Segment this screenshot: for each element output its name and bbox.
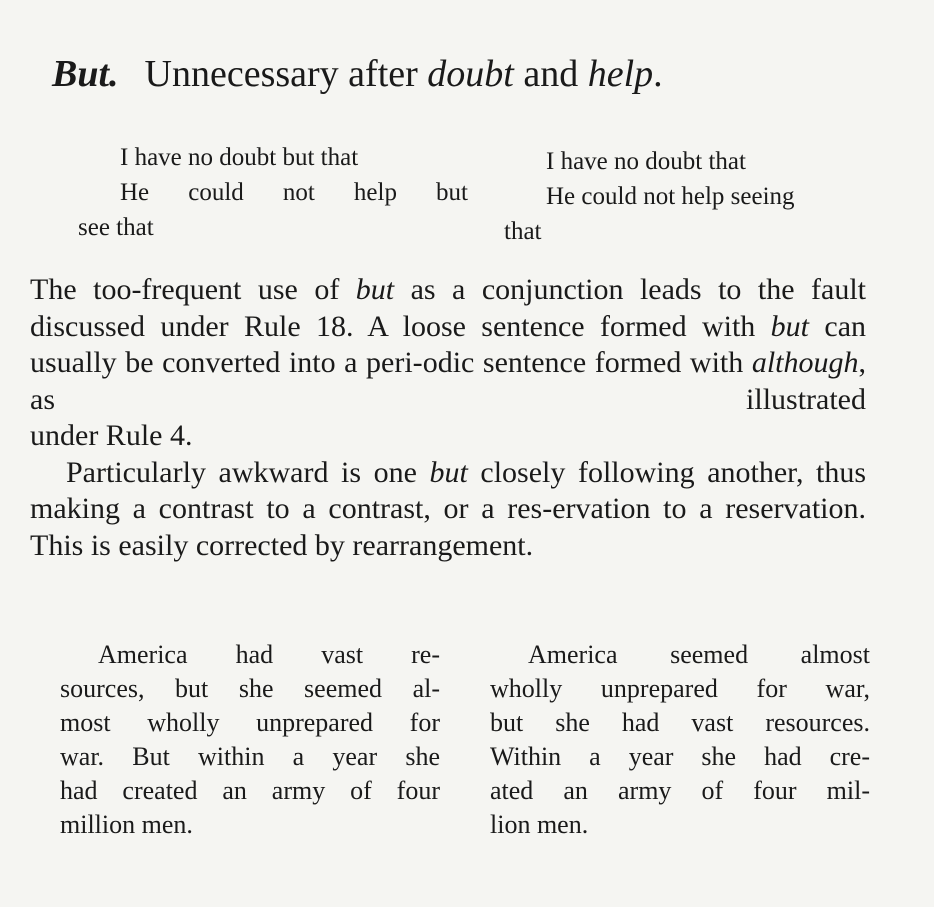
- example-line: America seemed almost: [528, 640, 870, 669]
- example-line: million men.: [60, 810, 193, 839]
- heading-title-start: Unnecessary after: [144, 53, 428, 95]
- example-line: I have no doubt but that: [120, 144, 359, 171]
- text-span: odic sentence formed with: [422, 346, 752, 379]
- text-span: can usually be converted into a peri-: [30, 309, 867, 379]
- text-span: ervation to a reservation. This is easily corrected by: [30, 492, 866, 562]
- heading-title-mid: and: [513, 53, 588, 95]
- heading-word-doubt: doubt: [427, 53, 514, 95]
- example-bottom-left: [60, 638, 440, 842]
- example-line: America had vast re-: [98, 640, 440, 669]
- text-span: as a conjunction leads to: [394, 273, 742, 306]
- text-span: The too-frequent use of: [30, 273, 356, 306]
- heading-word-help: help: [587, 53, 654, 95]
- example-line: wholly unprepared for war,: [490, 674, 870, 703]
- example-line: lion men.: [490, 810, 589, 839]
- example-top-right: [504, 144, 894, 249]
- heading-title-end: .: [653, 53, 663, 95]
- example-line: that: [504, 218, 542, 245]
- text-span: , as illustrated: [30, 346, 866, 416]
- text-span: the fault discussed under Rule 18. A loose sentence: [30, 273, 866, 343]
- text-span: another, thus making a contrast to a contrast, or a res-: [30, 455, 867, 525]
- example-bottom-right: [490, 638, 870, 842]
- example-line: had created an army of four: [60, 776, 440, 805]
- body-text: [30, 272, 866, 564]
- example-line: ated an army of four mil-: [490, 776, 870, 805]
- section-heading: [52, 46, 663, 102]
- italic-word: although: [751, 346, 859, 379]
- paragraph-1: [30, 272, 866, 418]
- example-line: see that: [78, 214, 154, 241]
- paragraph-1-end: [30, 418, 866, 455]
- text-span: Particularly awkward is one: [66, 455, 430, 489]
- example-line: but she had vast resources.: [490, 708, 870, 737]
- example-line: war. But within a year she: [60, 742, 440, 771]
- italic-word: but: [770, 309, 810, 343]
- italic-word: but: [429, 455, 468, 489]
- text-span: closely following: [467, 455, 695, 489]
- example-line: sources, but she seemed al-: [60, 674, 440, 703]
- heading-lead: But.: [52, 53, 119, 95]
- paragraph-2: [30, 455, 866, 565]
- example-line: He could not help seeing: [546, 183, 795, 210]
- text-span: under Rule 4.: [30, 419, 193, 452]
- example-line: He could not help but: [120, 179, 468, 206]
- example-line: I have no doubt that: [546, 148, 746, 175]
- italic-word: but: [355, 273, 395, 306]
- example-top-left: [78, 140, 468, 245]
- example-line: Within a year she had cre-: [490, 742, 870, 771]
- text-span: formed with: [599, 309, 771, 343]
- text-span: rearrangement.: [352, 528, 534, 562]
- example-line: most wholly unprepared for: [60, 708, 440, 737]
